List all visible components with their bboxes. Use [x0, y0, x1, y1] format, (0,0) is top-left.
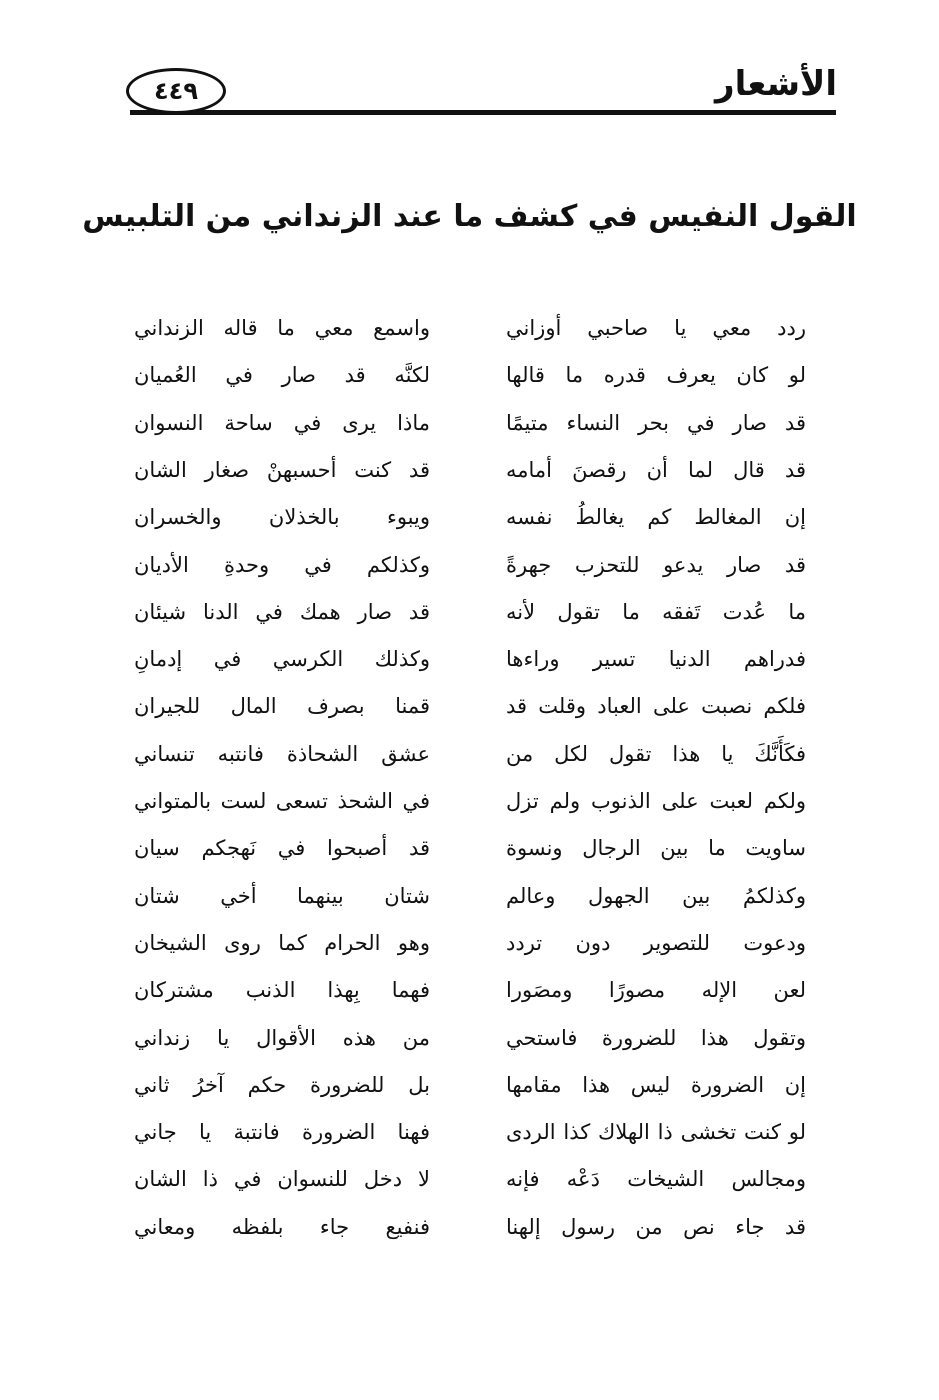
verse-row [0, 308, 939, 348]
second-hemistich: شتان بينهما أخي شتان [134, 884, 430, 908]
verse-row [0, 970, 939, 1010]
first-hemistich: لو كان يعرف قدره ما قالها [506, 363, 806, 387]
first-hemistich: إن المغالط كم يغالطُ نفسه [506, 505, 806, 529]
first-hemistich: ما عُدت تَفقه ما تقول لأنه [506, 600, 806, 624]
second-hemistich: وكذلك الكرسي في إدمانِ [134, 647, 430, 671]
verse-row [0, 497, 939, 537]
second-hemistich: فهما بِهذا الذنب مشتركان [134, 978, 430, 1002]
verse-row [0, 450, 939, 490]
poem-title: القول النفيس في كشف ما عند الزنداني من التلبيس [82, 199, 857, 234]
second-hemistich: بل للضرورة حكم آخرُ ثاني [134, 1073, 430, 1097]
verse-row [0, 639, 939, 679]
second-hemistich: قد صار همك في الدنا شيئان [134, 600, 430, 624]
verse-row [0, 734, 939, 774]
first-hemistich: فدراهم الدنيا تسير وراءها [506, 647, 806, 671]
verse-row [0, 1018, 939, 1058]
second-hemistich: ماذا يرى في ساحة النسوان [134, 411, 430, 435]
verse-row [0, 1207, 939, 1247]
first-hemistich: وتقول هذا للضرورة فاستحي [506, 1026, 806, 1050]
verse-row [0, 403, 939, 443]
second-hemistich: لكنَّه قد صار في العُميان [134, 363, 430, 387]
first-hemistich: ساويت ما بين الرجال ونسوة [506, 836, 806, 860]
verse-row [0, 1159, 939, 1199]
first-hemistich: إن الضرورة ليس هذا مقامها [506, 1073, 806, 1097]
first-hemistich: قد صار في بحر النساء متيمًا [506, 411, 806, 435]
first-hemistich: ودعوت للتصوير دون تردد [506, 931, 806, 955]
first-hemistich: قد قال لما أن رقصنَ أمامه [506, 458, 806, 482]
running-head-title: الأشعار [715, 64, 837, 104]
second-hemistich: وكذلكم في وحدةِ الأديان [134, 553, 430, 577]
verse-row [0, 923, 939, 963]
second-hemistich: قد كنت أحسبهنْ صغار الشان [134, 458, 430, 482]
second-hemistich: ويبوء بالخذلان والخسران [134, 505, 430, 529]
second-hemistich: من هذه الأقوال يا زنداني [134, 1026, 430, 1050]
first-hemistich: لو كنت تخشى ذا الهلاك كذا الردى [506, 1120, 806, 1144]
first-hemistich: ولكم لعبت على الذنوب ولم تزل [506, 789, 806, 813]
first-hemistich: ردد معي يا صاحبي أوزاني [506, 316, 806, 340]
second-hemistich: قد أصبحوا في نَهجكم سيان [134, 836, 430, 860]
verse-row [0, 592, 939, 632]
first-hemistich: قد جاء نص من رسول إلهنا [506, 1215, 806, 1239]
verse-row [0, 876, 939, 916]
verse-row [0, 781, 939, 821]
second-hemistich: عشق الشحاذة فانتبه تنساني [134, 742, 430, 766]
second-hemistich: قمنا بصرف المال للجيران [134, 694, 430, 718]
second-hemistich: فهنا الضرورة فانتبة يا جاني [134, 1120, 430, 1144]
verse-row [0, 686, 939, 726]
verse-row [0, 355, 939, 395]
first-hemistich: فلكم نصبت على العباد وقلت قد [506, 694, 806, 718]
first-hemistich: فكَأَنَّكَ يا هذا تقول لكل من [506, 742, 806, 766]
verse-row [0, 1112, 939, 1152]
second-hemistich: واسمع معي ما قاله الزنداني [134, 316, 430, 340]
verse-row [0, 1065, 939, 1105]
second-hemistich: لا دخل للنسوان في ذا الشان [134, 1167, 430, 1191]
first-hemistich: وكذلكمُ بين الجهول وعالم [506, 884, 806, 908]
second-hemistich: في الشحذ تسعى لست بالمتواني [134, 789, 430, 813]
first-hemistich: قد صار يدعو للتحزب جهرةً [506, 553, 806, 577]
second-hemistich: وهو الحرام كما روى الشيخان [134, 931, 430, 955]
verse-row [0, 545, 939, 585]
first-hemistich: ومجالس الشيخات دَعْه فإنه [506, 1167, 806, 1191]
first-hemistich: لعن الإله مصورًا ومصَورا [506, 978, 806, 1002]
verse-row [0, 828, 939, 868]
second-hemistich: فنفيع جاء بلفظه ومعاني [134, 1215, 430, 1239]
page-number: ٤٤٩ [154, 77, 198, 105]
